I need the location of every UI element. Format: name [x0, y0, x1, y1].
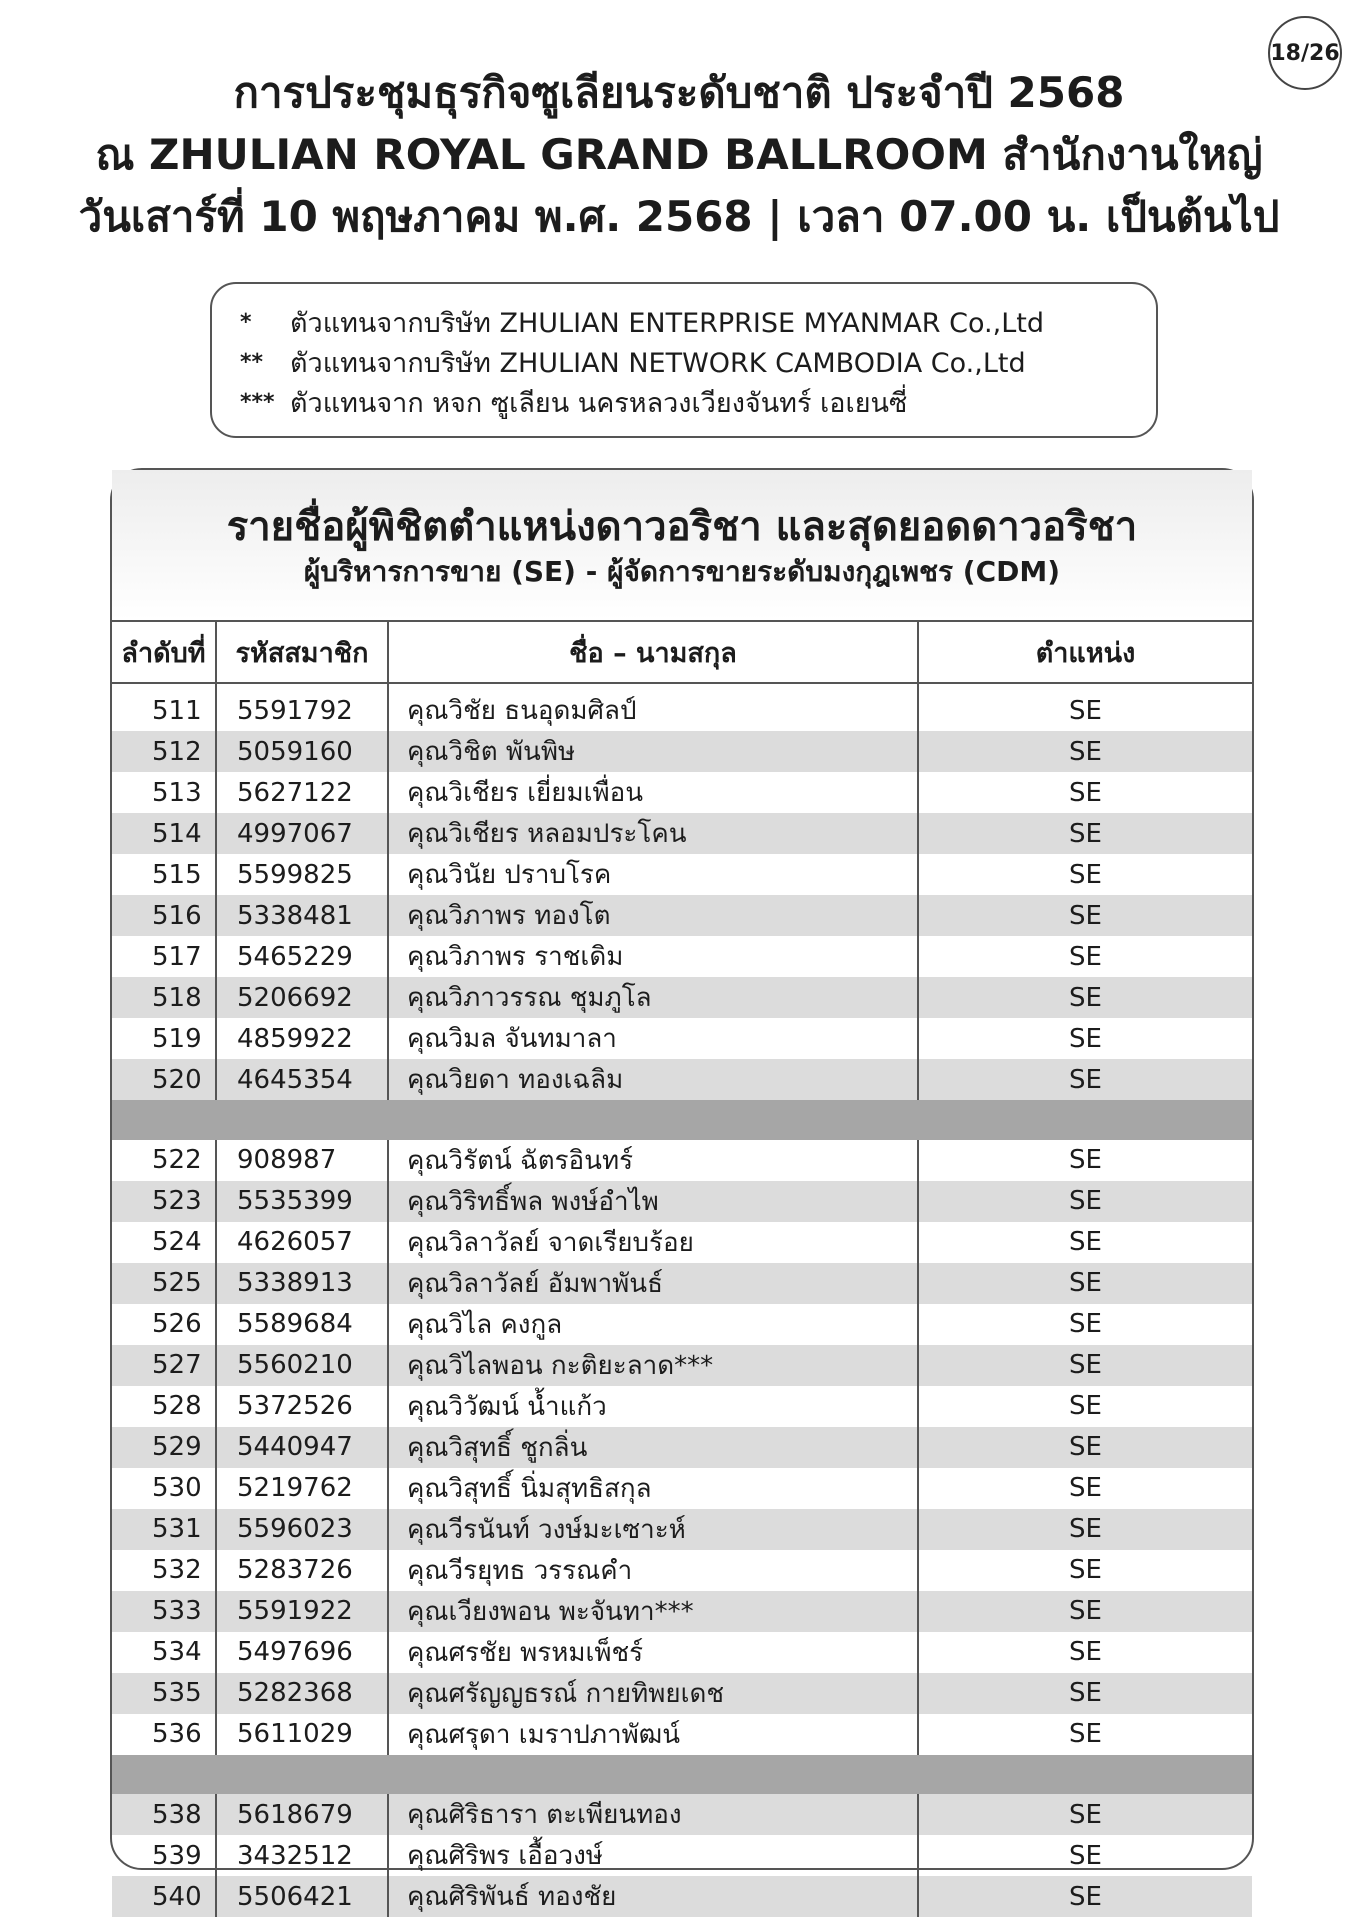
table-row: [112, 1304, 1252, 1345]
row-name: คุณวิไล คงกูล: [388, 1304, 918, 1345]
table-row: [112, 1835, 1252, 1876]
row-position: SE: [918, 1673, 1252, 1714]
row-position: SE: [1069, 1023, 1102, 1054]
row-member-code: 4997067: [216, 813, 388, 854]
table-row: [112, 854, 1252, 895]
table-row: [112, 1386, 1252, 1427]
row-name: คุณวีรนันท์ วงษ์มะเซาะห์: [388, 1509, 918, 1550]
column-header-order: ลำดับที่: [112, 622, 216, 683]
row-member-code: 5591922: [216, 1591, 388, 1632]
row-member-code: 5611029: [216, 1714, 388, 1755]
row-member-code: 5599825: [216, 854, 388, 895]
row-order: 538: [112, 1794, 216, 1835]
row-name: คุณวิรัตน์ ฉัตรอินทร์: [388, 1140, 918, 1181]
table-row: [112, 1140, 1252, 1181]
row-name: คุณวิมล จันทมาลา: [388, 1018, 918, 1059]
table-row: [112, 683, 1252, 731]
row-name: คุณวิสุทธิ์ นิ่มสุทธิสกุล: [388, 1468, 918, 1509]
column-header-member-code: รหัสสมาชิก: [216, 622, 388, 683]
row-name: คุณวิลาวัลย์ จาดเรียบร้อย: [388, 1222, 918, 1263]
row-order: 529: [112, 1427, 216, 1468]
table-row: [112, 1018, 1252, 1059]
row-order: 515: [112, 854, 216, 895]
table-row: [112, 1059, 1252, 1100]
row-position: SE: [1069, 1391, 1102, 1421]
row-order: 530: [112, 1468, 216, 1509]
event-title: การประชุมธุรกิจซูเลียนระดับชาติ ประจำปี 2568: [233, 68, 1125, 117]
column-header-name: ชื่อ – นามสกุล: [388, 622, 918, 683]
table-row: [112, 813, 1252, 854]
row-position: SE: [1069, 1473, 1102, 1503]
row-name: คุณวิเชียร หลอมประโคน: [388, 813, 918, 854]
legend-text: ตัวแทนจาก หจก ซูเลียน นครหลวงเวียงจันทร์ เอเยนซี่: [290, 387, 908, 419]
row-member-code: 5627122: [216, 772, 388, 813]
row-member-code: 5372526: [216, 1386, 388, 1427]
row-order: 534: [112, 1632, 216, 1673]
row-order: 533: [112, 1591, 216, 1632]
row-name: คุณวิยดา ทองเฉลิม: [388, 1059, 918, 1100]
event-venue: ณ ZHULIAN ROYAL GRAND BALLROOM สำนักงานใหญ่: [95, 130, 1263, 179]
row-position: SE: [918, 1059, 1252, 1100]
legend-mark: ***: [240, 389, 275, 415]
row-order: 523: [112, 1181, 216, 1222]
row-member-code: 5560210: [216, 1345, 388, 1386]
table-row: [112, 1345, 1252, 1386]
row-name: คุณวิริทธิ์พล พงษ์อำไพ: [388, 1181, 918, 1222]
row-order: 511: [112, 683, 216, 731]
table-row: [112, 731, 1252, 772]
row-member-code: 5059160: [216, 731, 388, 772]
row-name: คุณวิไลพอน กะติยะลาด***: [388, 1345, 918, 1386]
column-header-position: ตำแหน่ง: [918, 622, 1252, 683]
row-name: คุณศรุดา เมราปภาพัฒน์: [388, 1714, 918, 1755]
separator-cell: [112, 1100, 1252, 1140]
row-position: SE: [1069, 695, 1102, 726]
table-row: [112, 1222, 1252, 1263]
table-row: [112, 977, 1252, 1018]
row-order: 535: [112, 1673, 216, 1714]
table-row: [112, 1876, 1252, 1917]
table-row: [112, 936, 1252, 977]
row-member-code: 5282368: [216, 1673, 388, 1714]
row-position: SE: [1069, 941, 1102, 972]
row-name: คุณวิชัย ธนอุดมศิลป์: [388, 683, 918, 731]
row-order: 512: [112, 731, 216, 772]
row-member-code: 5535399: [216, 1181, 388, 1222]
row-position: SE: [918, 731, 1252, 772]
legend-item: [240, 302, 1156, 342]
row-order: 540: [112, 1876, 216, 1917]
row-member-code: 4645354: [216, 1059, 388, 1100]
row-order: 513: [112, 772, 216, 813]
row-position: SE: [1069, 777, 1102, 808]
event-header: [0, 62, 1358, 248]
row-name: คุณวิชิต พันพิษ: [388, 731, 918, 772]
row-member-code: 4626057: [216, 1222, 388, 1263]
row-name: คุณวิลาวัลย์ อัมพาพันธ์: [388, 1263, 918, 1304]
row-name: คุณศิริพร เอื้อวงษ์: [388, 1835, 918, 1876]
row-position: SE: [918, 1263, 1252, 1304]
row-name: คุณศรชัย พรหมเพ็ชร์: [388, 1632, 918, 1673]
row-name: คุณศิริธารา ตะเพียนทอง: [388, 1794, 918, 1835]
row-order: 527: [112, 1345, 216, 1386]
row-position: SE: [918, 1509, 1252, 1550]
row-name: คุณวิภาพร ทองโต: [388, 895, 918, 936]
row-member-code: 5591792: [216, 683, 388, 731]
row-name: คุณวิวัฒน์ น้ำแก้ว: [388, 1386, 918, 1427]
table-row: [112, 1509, 1252, 1550]
row-order: 528: [112, 1386, 216, 1427]
table-row: [112, 1794, 1252, 1835]
row-order: 536: [112, 1714, 216, 1755]
row-member-code: 5219762: [216, 1468, 388, 1509]
row-position: SE: [1069, 1227, 1102, 1257]
row-member-code: 5465229: [216, 936, 388, 977]
winners-panel: [110, 468, 1254, 1912]
table-row: [112, 1714, 1252, 1755]
row-position: SE: [1069, 1555, 1102, 1585]
table-row: [112, 1673, 1252, 1714]
row-order: 522: [112, 1140, 216, 1181]
row-position: SE: [1069, 1637, 1102, 1667]
row-position: SE: [918, 977, 1252, 1018]
row-member-code: 3432512: [216, 1835, 388, 1876]
table-row: [112, 1263, 1252, 1304]
row-member-code: 5497696: [216, 1632, 388, 1673]
row-member-code: 5338913: [216, 1263, 388, 1304]
row-member-code: 5206692: [216, 977, 388, 1018]
row-name: คุณวิเชียร เยี่ยมเพื่อน: [388, 772, 918, 813]
row-order: 532: [112, 1550, 216, 1591]
row-order: 520: [112, 1059, 216, 1100]
legend-mark: **: [240, 349, 264, 375]
row-order: 525: [112, 1263, 216, 1304]
row-member-code: 5506421: [216, 1876, 388, 1917]
row-name: คุณวินัย ปราบโรค: [388, 854, 918, 895]
row-position: SE: [918, 1876, 1252, 1917]
row-order: 517: [112, 936, 216, 977]
legend-text: ตัวแทนจากบริษัท ZHULIAN NETWORK CAMBODIA Co.,Ltd: [290, 347, 1026, 379]
panel-subtitle: ผู้บริหารการขาย (SE) - ผู้จัดการขายระดับมงกุฎเพชร (CDM): [303, 555, 1061, 588]
row-position: SE: [1069, 1719, 1102, 1749]
row-order: 539: [112, 1835, 216, 1876]
row-position: SE: [918, 1427, 1252, 1468]
legend-text: ตัวแทนจากบริษัท ZHULIAN ENTERPRISE MYANMAR Co.,Ltd: [290, 307, 1044, 339]
row-name: คุณเวียงพอน พะจันทา***: [388, 1591, 918, 1632]
separator-cell: [112, 1755, 1252, 1795]
row-order: 524: [112, 1222, 216, 1263]
row-order: 514: [112, 813, 216, 854]
table-row: [112, 772, 1252, 813]
table-header-row: [112, 622, 1252, 683]
row-position: SE: [918, 1591, 1252, 1632]
legend-item: [240, 342, 1156, 382]
row-name: คุณศิริพันธ์ ทองชัย: [388, 1876, 918, 1917]
row-name: คุณวีรยุทธ วรรณคำ: [388, 1550, 918, 1591]
row-name: คุณวิภาวรรณ ชุมภูโล: [388, 977, 918, 1018]
legend-box: [210, 282, 1158, 438]
row-order: 518: [112, 977, 216, 1018]
event-datetime: วันเสาร์ที่ 10 พฤษภาคม พ.ศ. 2568 | เวลา 07.00 น. เป็นต้นไป: [78, 192, 1280, 241]
table-separator-row: [112, 1100, 1252, 1140]
table-row: [112, 1632, 1252, 1673]
table-row: [112, 1550, 1252, 1591]
row-order: 519: [112, 1018, 216, 1059]
legend-item: [240, 382, 1156, 422]
row-member-code: 4859922: [216, 1018, 388, 1059]
row-member-code: 908987: [216, 1140, 388, 1181]
table-row: [112, 1591, 1252, 1632]
row-position: SE: [918, 813, 1252, 854]
table-row: [112, 1181, 1252, 1222]
row-member-code: 5618679: [216, 1794, 388, 1835]
row-member-code: 5589684: [216, 1304, 388, 1345]
row-member-code: 5596023: [216, 1509, 388, 1550]
panel-header: [112, 470, 1252, 622]
row-position: SE: [918, 1345, 1252, 1386]
row-position: SE: [918, 895, 1252, 936]
table-separator-row: [112, 1755, 1252, 1795]
table-body: [112, 683, 1252, 1917]
winners-table: [112, 622, 1252, 1917]
row-order: 526: [112, 1304, 216, 1345]
row-position: SE: [1069, 1309, 1102, 1339]
row-position: SE: [1069, 1840, 1102, 1871]
row-order: 531: [112, 1509, 216, 1550]
row-position: SE: [918, 1181, 1252, 1222]
row-order: 516: [112, 895, 216, 936]
row-name: คุณวิภาพร ราชเดิม: [388, 936, 918, 977]
row-member-code: 5338481: [216, 895, 388, 936]
legend-mark: *: [240, 309, 252, 335]
table-row: [112, 1468, 1252, 1509]
page-number: 18/26: [1270, 40, 1340, 66]
row-position: SE: [918, 1794, 1252, 1835]
table-row: [112, 1427, 1252, 1468]
row-member-code: 5440947: [216, 1427, 388, 1468]
row-name: คุณวิสุทธิ์ ชูกลิ่น: [388, 1427, 918, 1468]
panel-title: รายชื่อผู้พิชิตตำแหน่งดาวอริชา และสุดยอดดาวอริชา: [226, 504, 1138, 550]
row-name: คุณศรัญญธรณ์ กายทิพยเดช: [388, 1673, 918, 1714]
row-position: SE: [1069, 859, 1102, 890]
row-member-code: 5283726: [216, 1550, 388, 1591]
table-row: [112, 895, 1252, 936]
row-position: SE: [1069, 1145, 1102, 1175]
